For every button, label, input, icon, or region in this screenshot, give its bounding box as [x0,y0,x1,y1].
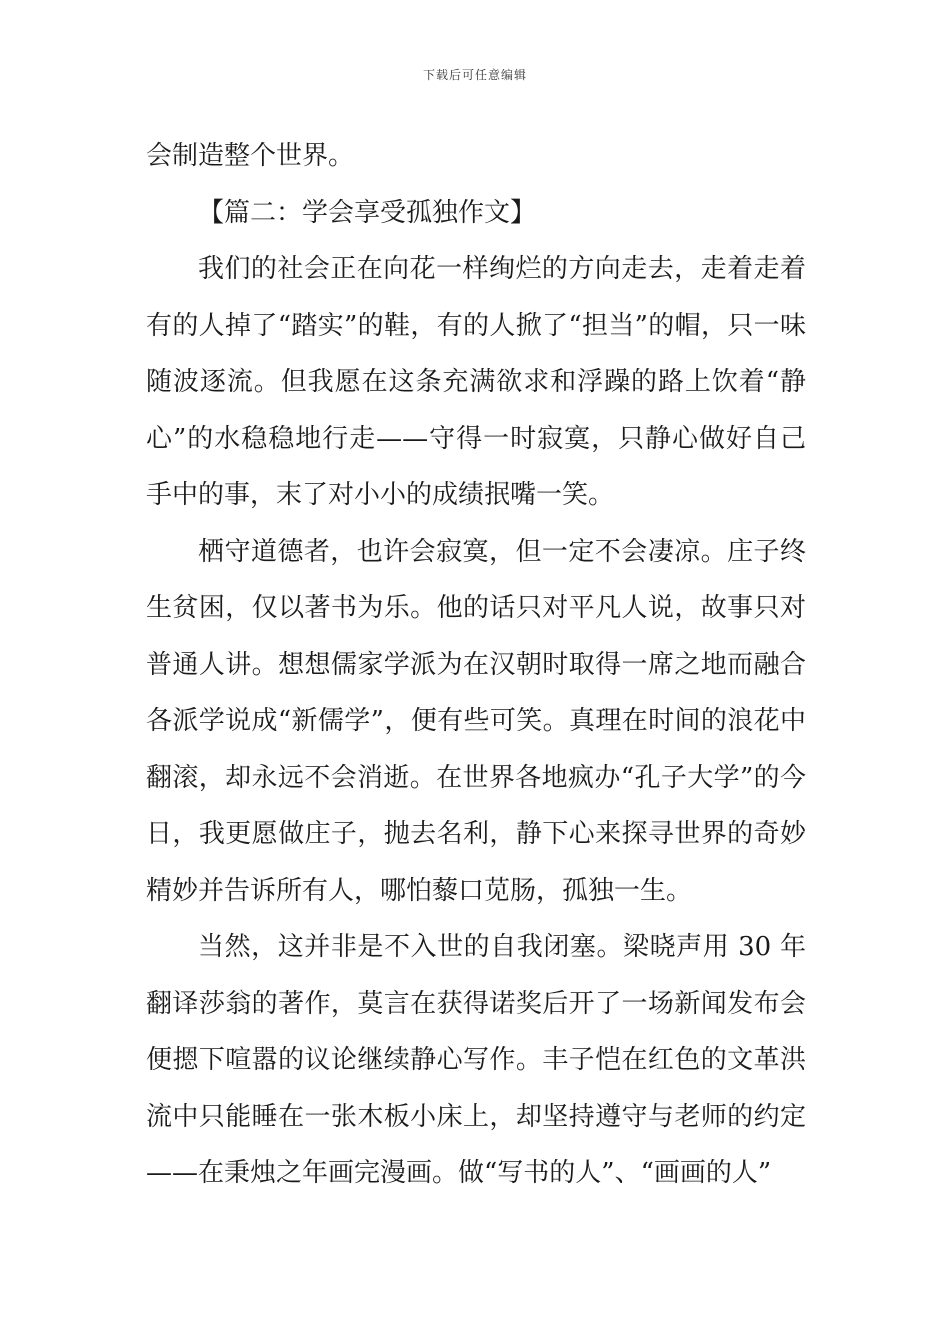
paragraph-2: 栖守道德者，也许会寂寞，但一定不会凄凉。庄子终生贫困，仅以著书为乐。他的话只对平凡人说，故事只对普通人讲。想想儒家学派为在汉朝时取得一席之地而融合各派学说成“新儒学”，便有些可笑。真理在时间的浪花中翻滚，却永远不会消逝。在世界各地疯办“孔子大学”的今日，我更愿做庄子，抛去名利，静下心来探寻世界的奇妙精妙并告诉所有人，哪怕藜口苋肠，孤独一生。 [146,536,806,906]
document-body [146,128,806,1202]
paragraph-continuation: 会制造整个世界。 [146,141,355,171]
paragraph-3: 当然，这并非是不入世的自我闭塞。梁晓声用 30 年翻译莎翁的著作，莫言在获得诺奖后开了一场新闻发布会便摁下喧嚣的议论继续静心写作。丰子恺在红色的文革洪流中只能睡在一张木板小床上，却坚持遵守与老师的约定——在秉烛之年画完漫画。做“写书的人”、“画画的人” [146,932,806,1188]
page-header: 下载后可任意编辑 [422,68,527,82]
paragraph-1: 我们的社会正在向花一样绚烂的方向走去，走着走着有的人掉了“踏实”的鞋，有的人掀了“担当”的帽，只一味随波逐流。但我愿在这条充满欲求和浮躁的路上饮着“静心”的水稳稳地行走——守得一时寂寞，只静心做好自己手中的事，末了对小小的成绩抿嘴一笑。 [146,254,806,510]
section-heading: 【篇二：学会享受孤独作文】 [198,197,537,228]
